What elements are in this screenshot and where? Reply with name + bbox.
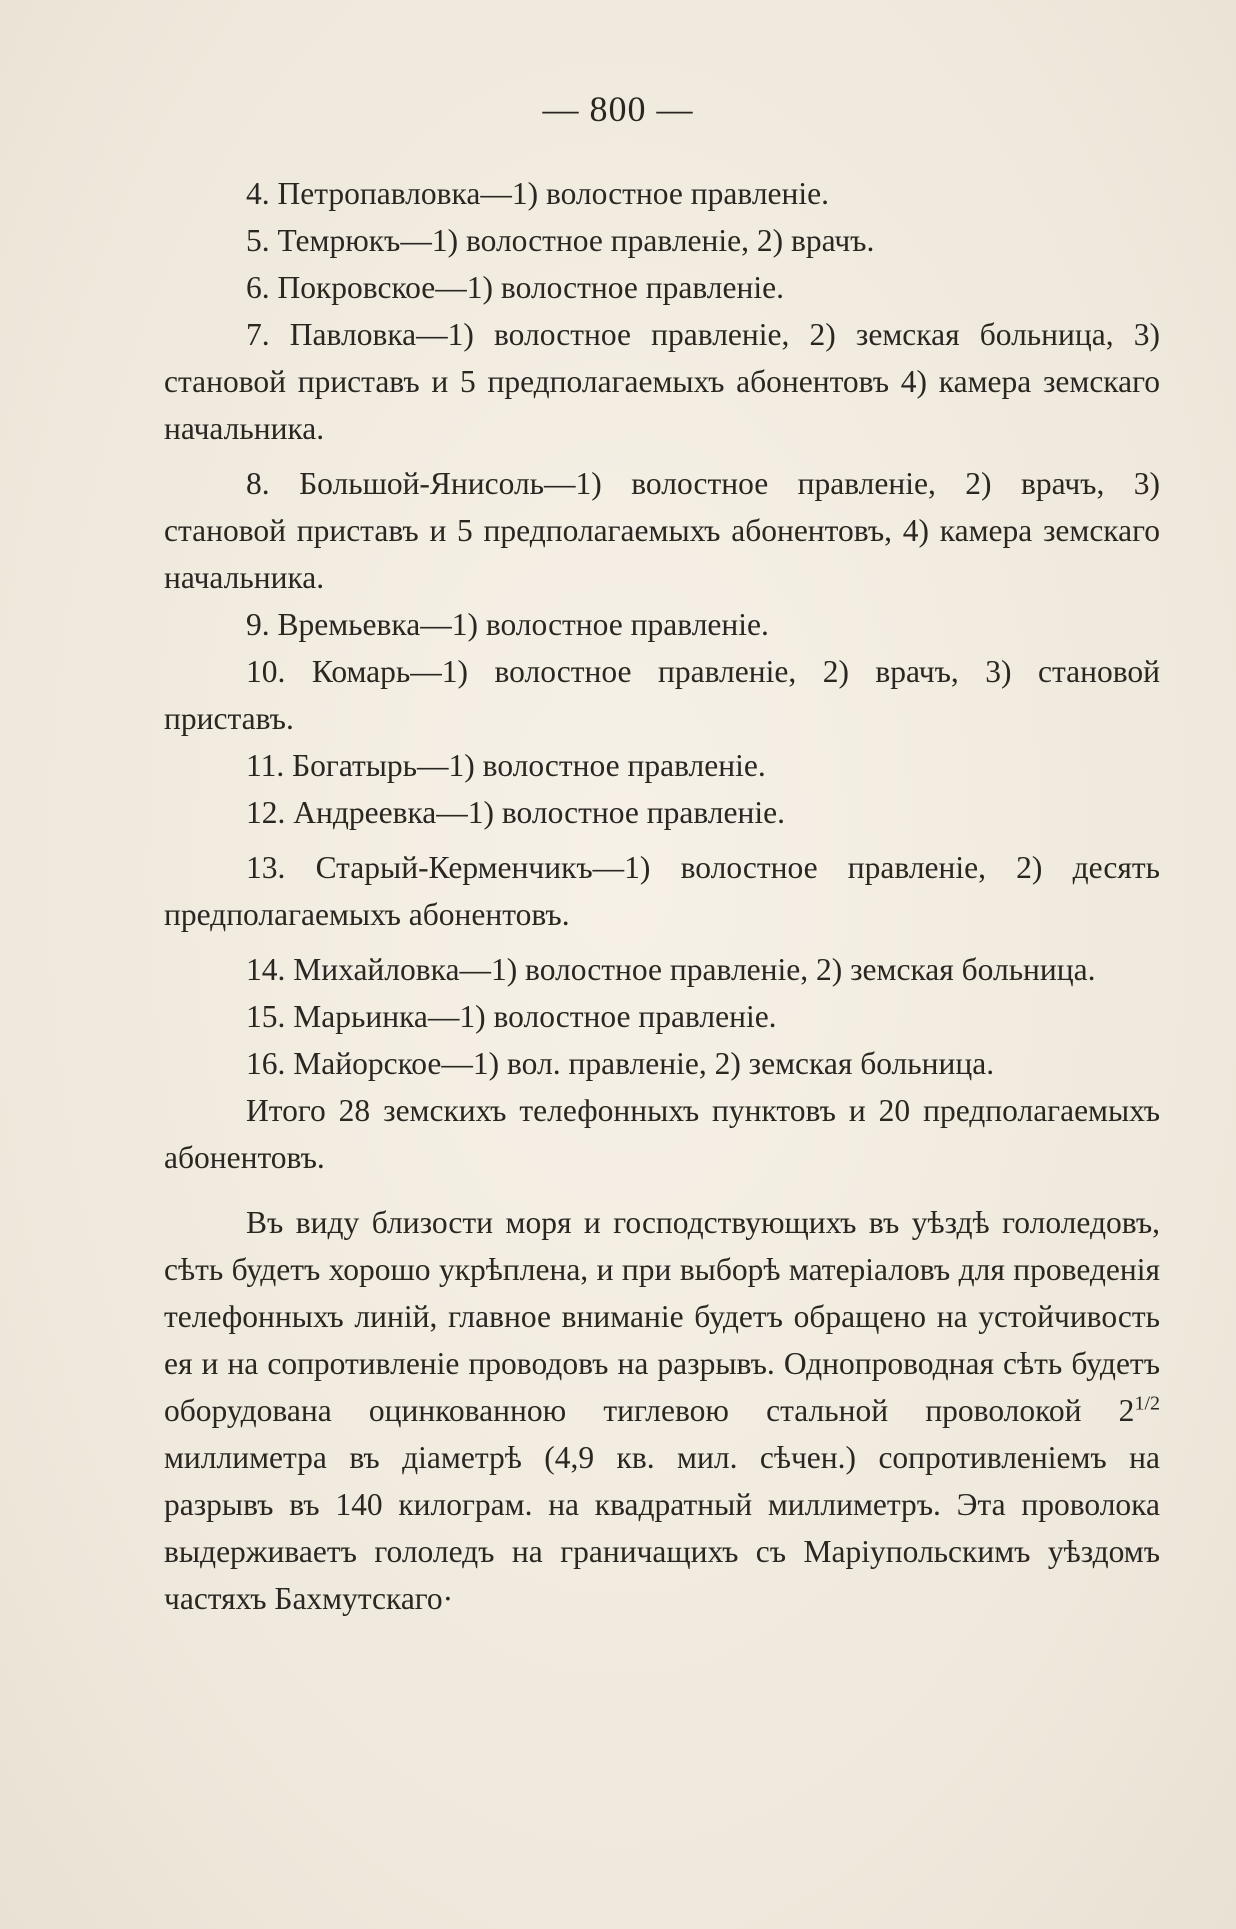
list-item: 9. Времьевка—1) волостное правленіе. <box>246 607 769 642</box>
paragraph-text-start: Въ виду близости моря и господствующихъ въ уѣздѣ гололедовъ, сѣть будетъ хорошо укрѣплена, и при выборѣ матеріаловъ для проведенія телефонныхъ линій, главное вниманіе будетъ обращено на устойчивость ея и на сопротивленіе проводовъ на разрывъ. Однопроводная сѣть будетъ оборудована оцинкованною тиглевою стальной проволокой 2 <box>164 1205 1160 1428</box>
list-item: 14. Михайловка—1) волостное правленіе, 2) земская больница. <box>246 952 1096 987</box>
list-item: 13. Старый-Керменчикъ—1) волостное правленіе, 2) десять предполагаемыхъ абонентовъ. <box>164 850 1160 932</box>
page-number: — 800 — <box>542 89 694 129</box>
list-item: 15. Марьинка—1) волостное правленіе. <box>246 999 777 1034</box>
fraction: 1/2 <box>1134 1392 1160 1415</box>
body-paragraph <box>164 1199 1160 1622</box>
list-item: 16. Майорское—1) вол. правленіе, 2) земская больница. <box>246 1046 995 1081</box>
list-item: 12. Андреевка—1) волостное правленіе. <box>246 795 785 830</box>
list-item: 7. Павловка—1) волостное правленіе, 2) земская больница, 3) становой приставъ и 5 предполагаемыхъ абонентовъ 4) камера земскаго начальника. <box>164 317 1160 446</box>
list-item: 10. Комарь—1) волостное правленіе, 2) врачъ, 3) становой приставъ. <box>164 654 1160 736</box>
total-line: Итого 28 земскихъ телефонныхъ пунктовъ и 20 предполагаемыхъ абонентовъ. <box>164 1093 1160 1175</box>
list-item: 6. Покровское—1) волостное правленіе. <box>246 270 784 305</box>
list-item: 4. Петропавловка—1) волостное правленіе. <box>246 176 829 211</box>
list-item: 8. Большой-Янисоль—1) волостное правленіе, 2) врачъ, 3) становой приставъ и 5 предполагаемыхъ абонентовъ, 4) камера земскаго начальника. <box>164 466 1160 595</box>
page-text <box>164 170 1160 1622</box>
list-item: 11. Богатырь—1) волостное правленіе. <box>246 748 766 783</box>
list-item: 5. Темрюкъ—1) волостное правленіе, 2) врачъ. <box>246 223 875 258</box>
paragraph-text-end: миллиметра въ діаметрѣ (4,9 кв. мил. сѣчен.) сопротивленіемъ на разрывъ въ 140 килограм. на квадратный миллиметръ. Эта проволока выдерживаетъ гололедъ на граничащихъ съ Маріупольскимъ уѣздомъ частяхъ Бахмутскаго· <box>164 1440 1160 1616</box>
